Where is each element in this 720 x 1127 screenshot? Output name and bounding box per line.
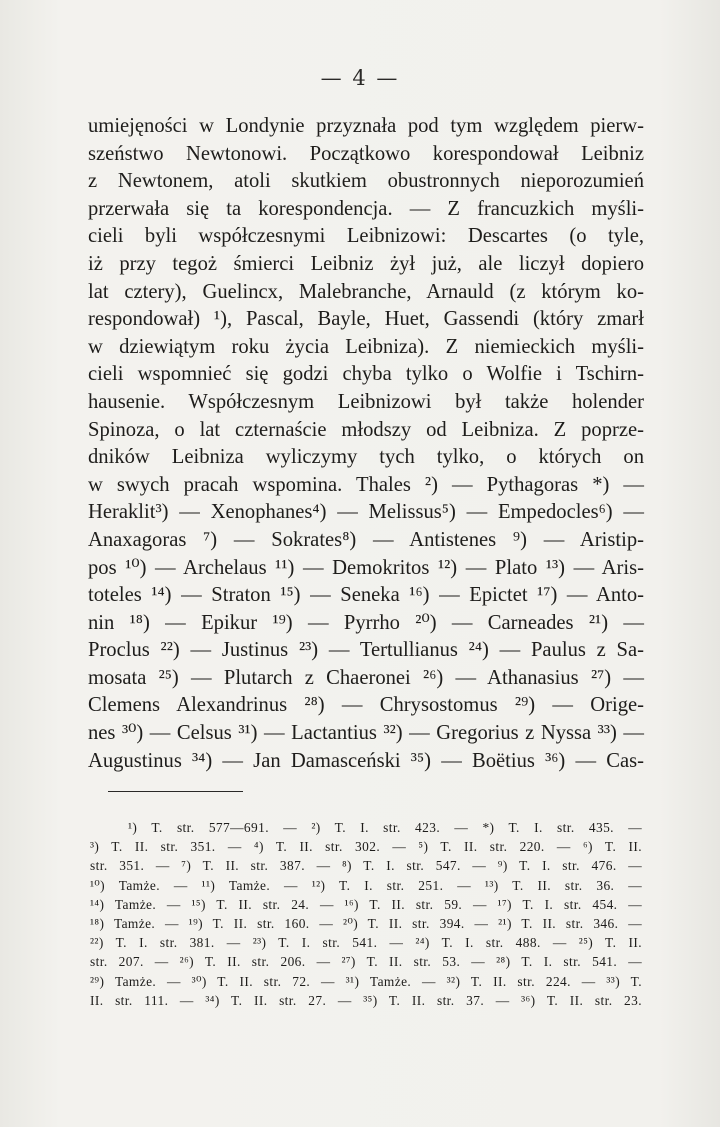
footnote-line: ³) T. II. str. 351. — ⁴) T. II. str. 302. — ⁵) T. II. str. 220. — ⁶) T. II.: [90, 839, 642, 855]
text-line: iż przy tegoż śmierci Leibniz żył już, ale liczył dopiero: [88, 252, 644, 275]
page-number: — 4 —: [320, 66, 400, 90]
footnote-line: ¹) T. str. 577—691. — ²) T. I. str. 423. — *) T. I. str. 435. —: [128, 820, 642, 835]
main-text: [88, 113, 644, 775]
text-line: z Newtonem, atoli skutkiem obustronnych nieporozumień: [88, 170, 644, 193]
text-line: cieli byli współczesnymi Leibnizowi: Descartes (o tyle,: [88, 225, 644, 248]
text-line: dników Leibniza wyliczymy tych tylko, o których on: [88, 446, 644, 469]
footnote-line: II. str. 111. — ³⁴) T. II. str. 27. — ³⁵) T. II. str. 37. — ³⁶) T. II. str. 23.: [90, 992, 642, 1008]
text-line: szeństwo Newtonowi. Początkowo korespondował Leibniz: [88, 142, 644, 165]
text-line: w swych pracah wspomina. Thales ²) — Pythagoras *) —: [88, 473, 644, 496]
text-line: umiejęności w Londynie przyznała pod tym względem pierw-: [88, 115, 644, 137]
footnote-line: ¹⁸) Tamże. — ¹⁹) T. II. str. 160. — ²⁰) T. II. str. 394. — ²¹) T. II. str. 346. —: [90, 915, 642, 931]
text-line: Anaxagoras ⁷) — Sokrates⁸) — Antistenes ⁹) — Aristip-: [88, 528, 644, 551]
text-line: Proclus ²²) — Justinus ²³) — Tertullianus ²⁴) — Paulus z Sa-: [88, 639, 644, 662]
footnote-line: ²²) T. I. str. 381. — ²³) T. I. str. 541. — ²⁴) T. I. str. 488. — ²⁵) T. II.: [90, 935, 642, 951]
footnotes: [90, 818, 642, 1010]
text-line: nin ¹⁸) — Epikur ¹⁹) — Pyrrho ²⁰) — Carneades ²¹) —: [88, 611, 644, 634]
footnote-line: str. 207. — ²⁶) T. II. str. 206. — ²⁷) T. II. str. 53. — ²⁸) T. I. str. 541. —: [90, 954, 642, 970]
text-line: hausenie. Współczesnym Leibnizowi był także holender: [88, 390, 644, 413]
footnote-line: ¹⁴) Tamże. — ¹⁵) T. II. str. 24. — ¹⁶) T. II. str. 59. — ¹⁷) T. I. str. 454. —: [90, 896, 642, 912]
footnote-divider: [108, 791, 243, 792]
footnote-line: str. 351. — ⁷) T. II. str. 387. — ⁸) T. I. str. 547. — ⁹) T. I. str. 476. —: [90, 858, 642, 874]
text-line: cieli wspomnieć się godzi chyba tylko o Wolfie i Tschirn-: [88, 363, 644, 386]
text-line: w dziewiątym roku życia Leibniza). Z niemieckich myśli-: [88, 335, 644, 358]
text-line: pos ¹⁰) — Archelaus ¹¹) — Demokritos ¹²) — Plato ¹³) — Aris-: [88, 556, 644, 579]
footnote-line: ²⁹) Tamże. — ³⁰) T. II. str. 72. — ³¹) Tamże. — ³²) T. II. str. 224. — ³³) T.: [90, 973, 642, 989]
text-line: Clemens Alexandrinus ²⁸) — Chrysostomus ²⁹) — Origе-: [88, 694, 644, 717]
text-line: toteles ¹⁴) — Straton ¹⁵) — Seneka ¹⁶) — Epictet ¹⁷) — Anto-: [88, 584, 644, 607]
text-line: Augustinus ³⁴) — Jan Damasceński ³⁵) — Boëtius ³⁶) — Cas-: [88, 749, 644, 772]
text-line: nes ³⁰) — Celsus ³¹) — Lactantius ³²) — Gregorius z Nyssa ³³) —: [88, 722, 644, 745]
footnote-line: ¹⁰) Tamże. — ¹¹) Tamże. — ¹²) T. I. str. 251. — ¹³) T. II. str. 36. —: [90, 877, 642, 893]
text-line: Spinoza, o lat czternaście młodszy od Leibniza. Z poprze-: [88, 418, 644, 441]
text-line: Heraklit³) — Xenophanes⁴) — Melissus⁵) — Empedocles⁶) —: [88, 501, 644, 524]
text-line: mosata ²⁵) — Plutarch z Chaeronei ²⁶) — Athanasius ²⁷) —: [88, 666, 644, 689]
text-line: przerwała się ta korespondencja. — Z francuzkich myśli-: [88, 197, 644, 220]
text-line: respondował) ¹), Pascal, Bayle, Huet, Gassendi (który zmarł: [88, 308, 644, 331]
text-line: lat cztery), Guelincx, Malebranche, Arnauld (z którym ko-: [88, 280, 644, 303]
